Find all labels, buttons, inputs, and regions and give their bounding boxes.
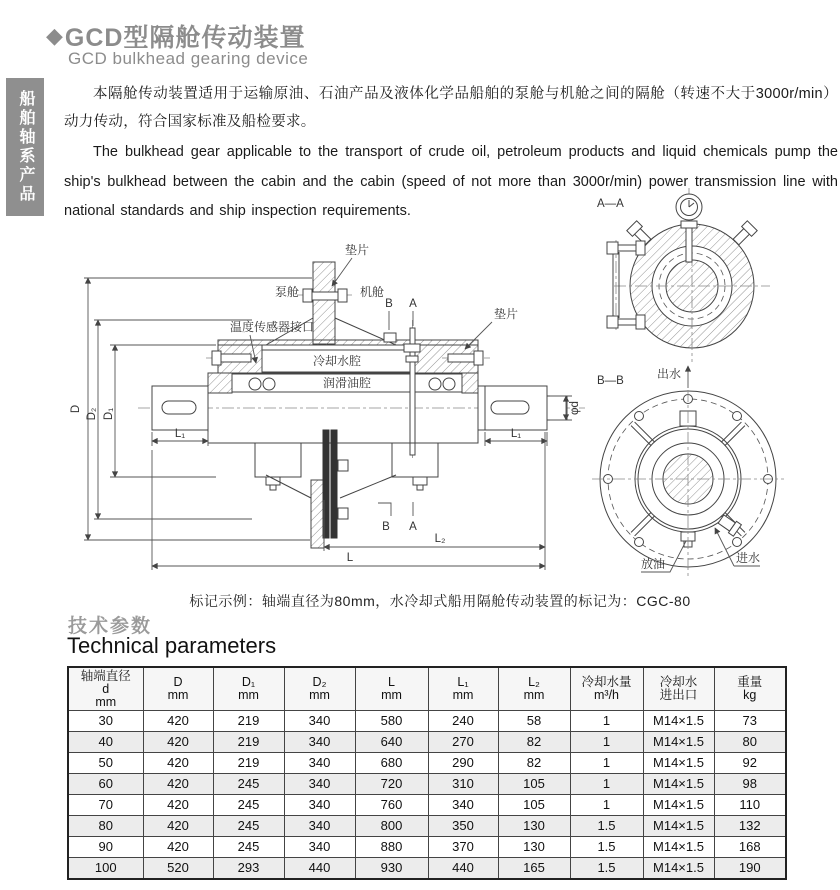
table-cell: 1 bbox=[570, 753, 643, 774]
column-header: 轴端直径 d mm bbox=[68, 667, 143, 711]
table-cell: 340 bbox=[284, 774, 355, 795]
sidebar-category-label: 船舶轴系产品 bbox=[17, 90, 34, 204]
label-section-b-bottom: B bbox=[382, 521, 390, 533]
table-cell: 130 bbox=[498, 816, 570, 837]
column-header: L₁ mm bbox=[428, 667, 498, 711]
table-cell: 58 bbox=[498, 711, 570, 732]
technical-drawing bbox=[0, 185, 840, 595]
label-view-bb: B—B bbox=[597, 375, 624, 387]
table-cell: 105 bbox=[498, 795, 570, 816]
table-cell: M14×1.5 bbox=[643, 732, 714, 753]
table-cell: 245 bbox=[213, 837, 284, 858]
table-cell: 130 bbox=[498, 837, 570, 858]
table-cell: 1 bbox=[570, 732, 643, 753]
table-cell: 350 bbox=[428, 816, 498, 837]
table-row bbox=[68, 753, 786, 774]
table-cell: 30 bbox=[68, 711, 143, 732]
table-cell: 100 bbox=[68, 858, 143, 880]
table-cell: 73 bbox=[714, 711, 786, 732]
table-cell: 40 bbox=[68, 732, 143, 753]
table-cell: 105 bbox=[498, 774, 570, 795]
dim-shaft-d: φd bbox=[569, 401, 581, 415]
view-b-b bbox=[592, 366, 784, 578]
tech-params-heading-cn: 技术参数 bbox=[68, 616, 153, 637]
table-cell: 580 bbox=[355, 711, 428, 732]
label-engine-cabin: 机舱 bbox=[359, 285, 385, 299]
table-cell: 165 bbox=[498, 858, 570, 880]
column-header: 重量 kg bbox=[714, 667, 786, 711]
table-cell: 720 bbox=[355, 774, 428, 795]
label-gasket-right: 垫片 bbox=[494, 307, 519, 321]
page-subtitle: GCD bulkhead gearing device bbox=[68, 49, 309, 68]
tech-params-heading-en: Technical parameters bbox=[67, 633, 277, 658]
table-cell: 168 bbox=[714, 837, 786, 858]
column-header: D₁ mm bbox=[213, 667, 284, 711]
dim-L2: L₂ bbox=[434, 533, 446, 545]
table-cell: 245 bbox=[213, 795, 284, 816]
table-cell: 1 bbox=[570, 711, 643, 732]
table-cell: M14×1.5 bbox=[643, 858, 714, 880]
table-cell: 340 bbox=[284, 816, 355, 837]
table-cell: 420 bbox=[143, 774, 213, 795]
label-gasket-top: 垫片 bbox=[345, 243, 370, 257]
column-header: L mm bbox=[355, 667, 428, 711]
table-cell: 420 bbox=[143, 816, 213, 837]
table-row bbox=[68, 732, 786, 753]
table-cell: 240 bbox=[428, 711, 498, 732]
table-cell: 340 bbox=[284, 732, 355, 753]
table-cell: 520 bbox=[143, 858, 213, 880]
table-cell: 50 bbox=[68, 753, 143, 774]
dim-L1-right: L₁ bbox=[510, 428, 522, 440]
label-lube-oil-chamber: 润滑油腔 bbox=[322, 376, 372, 390]
table-cell: 245 bbox=[213, 816, 284, 837]
table-cell: 440 bbox=[428, 858, 498, 880]
table-cell: 80 bbox=[714, 732, 786, 753]
table-cell: 640 bbox=[355, 732, 428, 753]
table-cell: M14×1.5 bbox=[643, 753, 714, 774]
table-cell: 90 bbox=[68, 837, 143, 858]
dim-D2: D₂ bbox=[86, 407, 98, 421]
dim-L1-left: L₁ bbox=[174, 428, 186, 440]
table-cell: 310 bbox=[428, 774, 498, 795]
main-section-view bbox=[70, 242, 585, 570]
table-cell: 82 bbox=[498, 753, 570, 774]
diamond-bullet-icon: ◆ bbox=[46, 23, 63, 48]
table-cell: 82 bbox=[498, 732, 570, 753]
table-cell: 1.5 bbox=[570, 858, 643, 880]
table-cell: 340 bbox=[284, 711, 355, 732]
table-cell: 340 bbox=[284, 753, 355, 774]
table-row bbox=[68, 837, 786, 858]
table-cell: 60 bbox=[68, 774, 143, 795]
table-cell: 930 bbox=[355, 858, 428, 880]
table-cell: 440 bbox=[284, 858, 355, 880]
column-header: D₂ mm bbox=[284, 667, 355, 711]
table-cell: 110 bbox=[714, 795, 786, 816]
dim-D1: D₁ bbox=[103, 407, 115, 421]
table-cell: 880 bbox=[355, 837, 428, 858]
label-oil-drain: 放油 bbox=[641, 557, 666, 571]
table-cell: 290 bbox=[428, 753, 498, 774]
table-cell: 190 bbox=[714, 858, 786, 880]
params-table-head-row bbox=[68, 667, 786, 711]
marking-example: 标记示例：轴端直径为80mm，水冷却式船用隔舱传动装置的标记为：CGC-80 bbox=[189, 593, 691, 609]
table-cell: 1 bbox=[570, 795, 643, 816]
table-cell: 760 bbox=[355, 795, 428, 816]
table-cell: 80 bbox=[68, 816, 143, 837]
label-section-b-top: B bbox=[385, 298, 393, 310]
table-cell: M14×1.5 bbox=[643, 711, 714, 732]
column-header: 冷却水量 m³/h bbox=[570, 667, 643, 711]
table-cell: 98 bbox=[714, 774, 786, 795]
page-title: GCD型隔舱传动装置 bbox=[64, 24, 306, 52]
table-cell: M14×1.5 bbox=[643, 837, 714, 858]
table-cell: 370 bbox=[428, 837, 498, 858]
table-cell: M14×1.5 bbox=[643, 795, 714, 816]
table-cell: 340 bbox=[284, 795, 355, 816]
table-cell: 270 bbox=[428, 732, 498, 753]
label-water-outlet: 出水 bbox=[657, 367, 682, 381]
label-section-a-bottom: A bbox=[409, 521, 417, 533]
column-header: D mm bbox=[143, 667, 213, 711]
table-cell: 245 bbox=[213, 774, 284, 795]
table-cell: 340 bbox=[284, 837, 355, 858]
table-cell: 293 bbox=[213, 858, 284, 880]
table-cell: 219 bbox=[213, 753, 284, 774]
table-cell: 800 bbox=[355, 816, 428, 837]
table-cell: 92 bbox=[714, 753, 786, 774]
params-table-body bbox=[68, 711, 786, 880]
table-cell: 219 bbox=[213, 711, 284, 732]
table-cell: M14×1.5 bbox=[643, 816, 714, 837]
table-cell: 132 bbox=[714, 816, 786, 837]
table-cell: 420 bbox=[143, 732, 213, 753]
table-cell: 1 bbox=[570, 774, 643, 795]
table-row bbox=[68, 774, 786, 795]
table-cell: 340 bbox=[428, 795, 498, 816]
table-cell: 219 bbox=[213, 732, 284, 753]
table-cell: 1.5 bbox=[570, 816, 643, 837]
table-cell: 70 bbox=[68, 795, 143, 816]
table-row bbox=[68, 795, 786, 816]
dim-D: D bbox=[70, 404, 82, 414]
table-cell: 420 bbox=[143, 711, 213, 732]
table-cell: 680 bbox=[355, 753, 428, 774]
table-row bbox=[68, 711, 786, 732]
label-view-aa: A—A bbox=[597, 198, 624, 210]
view-a-a bbox=[597, 188, 770, 362]
table-cell: M14×1.5 bbox=[643, 774, 714, 795]
table-cell: 1.5 bbox=[570, 837, 643, 858]
dim-L: L bbox=[346, 552, 354, 564]
params-table bbox=[67, 666, 787, 880]
table-cell: 420 bbox=[143, 795, 213, 816]
column-header: 冷却水 进出口 bbox=[643, 667, 714, 711]
intro-paragraph-en: The bulkhead gear applicable to the transport of crude oil, petroleum products and liquid chemicals pump the ship's bulkhead between the cabin and the cabin (speed of not more than 3000r/min) power transmission line with national standards and ship inspection requirements. bbox=[64, 144, 838, 219]
table-cell: 420 bbox=[143, 753, 213, 774]
intro-paragraph-cn: 本隔舱传动装置适用于运输原油、石油产品及液体化学品船舶的泵舱与机舱之间的隔舱（转速不大于3000r/min）动力传动，符合国家标准及船检要求。 bbox=[64, 86, 838, 130]
label-temp-sensor-port: 温度传感器接口 bbox=[230, 320, 315, 334]
label-pump-cabin: 泵舱 bbox=[274, 285, 300, 299]
table-cell: 420 bbox=[143, 837, 213, 858]
table-row bbox=[68, 816, 786, 837]
label-water-inlet: 进水 bbox=[736, 551, 761, 565]
table-row bbox=[68, 858, 786, 880]
label-section-a-top: A bbox=[409, 298, 417, 310]
label-cooling-water-chamber: 冷却水腔 bbox=[312, 354, 362, 368]
column-header: L₂ mm bbox=[498, 667, 570, 711]
